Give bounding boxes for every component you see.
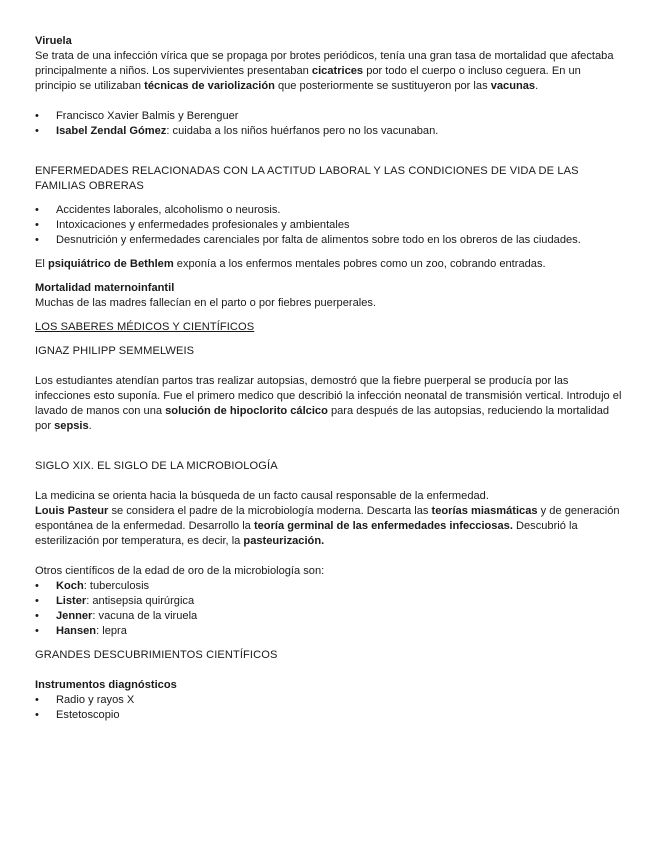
list-item: • Isabel Zendal Gómez: cuidaba a los niños huérfanos pero no los vacunaban. — [35, 124, 625, 139]
document-page — [35, 34, 625, 723]
list-item: • Desnutrición y enfermedades carenciales por falta de alimentos sobre todo en los obreros de las ciudades. — [35, 233, 625, 248]
grandes-heading: GRANDES DESCUBRIMIENTOS CIENTÍFICOS — [35, 649, 278, 661]
mortalidad-title: Mortalidad maternoinfantil — [35, 282, 175, 294]
pasteur-paragraph: Louis Pasteur se considera el padre de la microbiología moderna. Descarta las teorías miasmáticas y de generación espontánea de la enfermedad. Desarrollo la teoría germinal de las enfermedades infecciosas. Descubrió la esterilización por temperatura, es decir, la pasteurización. — [35, 505, 620, 547]
bethlem-paragraph: El psiquiátrico de Bethlem exponía a los enfermos mentales pobres como un zoo, cobrando entradas. — [35, 258, 546, 270]
list-item: • Koch: tuberculosis — [35, 579, 625, 594]
instrumentos-list — [35, 693, 625, 723]
viruela-paragraph: Se trata de una infección vírica que se propaga por brotes periódicos, tenía una gran tasa de mortalidad que afectaba principalmente a niños. Los supervivientes presentaban cicatrices por todo el cuerpo o incluso ceguera. En un principio se utilizaban técnicas de variolización que posteriormente se sustituyeron por las vacunas. — [35, 50, 614, 92]
siglo-paragraph-1: La medicina se orienta hacia la búsqueda de un facto causal responsable de la enfermedad. — [35, 490, 489, 502]
viruela-list — [35, 109, 625, 139]
viruela-title: Viruela — [35, 35, 72, 47]
semmelweis-heading: IGNAZ PHILIPP SEMMELWEIS — [35, 345, 195, 357]
enfermedades-heading: ENFERMEDADES RELACIONADAS CON LA ACTITUD LABORAL Y LAS CONDICIONES DE VIDA DE LAS FAMILIAS OBRERAS — [35, 165, 579, 192]
list-item: • Jenner: vacuna de la viruela — [35, 609, 625, 624]
otros-cientificos: Otros científicos de la edad de oro de la microbiología son: — [35, 565, 325, 577]
list-item: • Intoxicaciones y enfermedades profesionales y ambientales — [35, 218, 625, 233]
mortalidad-text: Muchas de las madres fallecían en el parto o por fiebres puerperales. — [35, 297, 377, 309]
instrumentos-title: Instrumentos diagnósticos — [35, 679, 177, 691]
saberes-heading: LOS SABERES MÉDICOS Y CIENTÍFICOS — [35, 321, 255, 333]
list-item: • Francisco Xavier Balmis y Berenguer — [35, 109, 625, 124]
list-item: • Lister: antisepsia quirúrgica — [35, 594, 625, 609]
siglo-heading: SIGLO XIX. EL SIGLO DE LA MICROBIOLOGÍA — [35, 460, 278, 472]
list-item: • Radio y rayos X — [35, 693, 625, 708]
enfermedades-list — [35, 203, 625, 248]
scientists-list — [35, 579, 625, 639]
list-item: • Hansen: lepra — [35, 624, 625, 639]
list-item: • Accidentes laborales, alcoholismo o neurosis. — [35, 203, 625, 218]
list-item: • Estetoscopio — [35, 708, 625, 723]
semmelweis-paragraph: Los estudiantes atendían partos tras realizar autopsias, demostró que la fiebre puerperal se producía por las infecciones esto suponía. Fue el primero medico que describió la infección neonatal de transmisión vertical. Introdujo el lavado de manos con una solución de hipoclorito cálcico para después de las autopsias, reduciendo la mortalidad por sepsis. — [35, 375, 622, 432]
